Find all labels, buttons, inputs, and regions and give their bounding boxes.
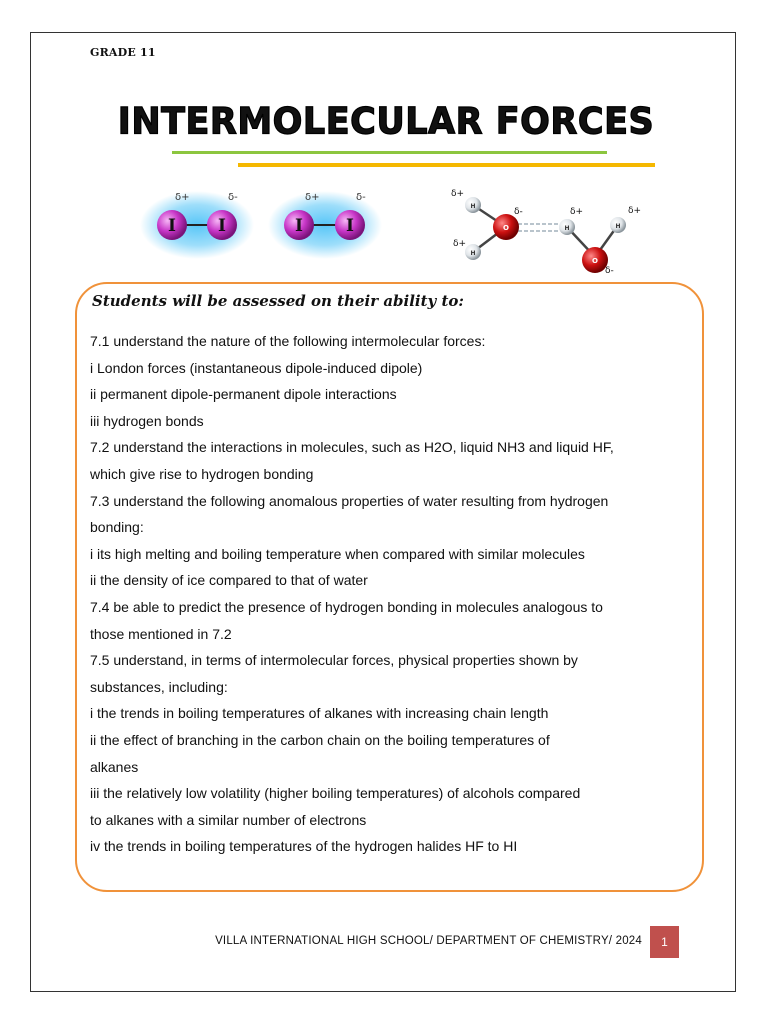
objective-line: 7.1 understand the nature of the following intermolecular forces:: [90, 333, 486, 349]
iodine-atom-label: I: [346, 216, 354, 236]
objective-line: iv the trends in boiling temperatures of the hydrogen halides HF to HI: [90, 838, 518, 855]
iodine-atom-label: I: [218, 216, 226, 236]
objective-line: to alkanes with a similar number of electrons: [90, 811, 367, 828]
iodine-molecule-1: [140, 191, 254, 259]
partial-positive-label: δ+: [175, 192, 190, 203]
oxygen-label: O: [592, 257, 598, 265]
objective-line: 7.2 understand the interactions in molecules, such as H2O, liquid NH3 and liquid HF,: [90, 439, 614, 456]
objective-line: iii the relatively low volatility (higher boiling temperatures) of alcohols compared: [90, 785, 581, 802]
partial-negative-label: δ-: [605, 266, 614, 276]
objective-line: ii the effect of branching in the carbon chain on the boiling temperatures of: [90, 731, 550, 748]
footer-text: VILLA INTERNATIONAL HIGH SCHOOL/ DEPARTMENT OF CHEMISTRY/ 2024: [215, 935, 642, 947]
water-dimer: [451, 189, 641, 276]
objective-line: 7.5 understand, in terms of intermolecular forces, physical properties shown by: [90, 652, 578, 669]
objective-line: those mentioned in 7.2: [90, 625, 232, 642]
title-underline-green: [172, 151, 607, 154]
assessment-objectives: [90, 328, 690, 860]
page-title-text: INTERMOLECULAR FORCES: [117, 101, 655, 143]
grade-label: GRADE 11: [90, 46, 156, 59]
partial-positive-label: δ+: [570, 207, 584, 217]
partial-positive-label: δ+: [453, 239, 467, 249]
title-underline-yellow: [238, 163, 655, 167]
hydrogen-label: H: [564, 225, 570, 232]
partial-positive-label: δ+: [451, 189, 465, 199]
page-number-badge: 1: [650, 926, 679, 958]
page-title: [0, 101, 768, 143]
objective-line: iii hydrogen bonds: [90, 412, 204, 429]
hydrogen-label: H: [470, 203, 476, 210]
partial-negative-label: δ-: [228, 192, 238, 203]
molecules-illustration: [140, 175, 660, 280]
iodine-atom-label: I: [295, 216, 303, 236]
objective-line: 7.4 be able to predict the presence of hydrogen bonding in molecules analogous to: [90, 598, 603, 615]
objective-line: ii the density of ice compared to that of water: [90, 572, 368, 589]
objective-line: substances, including:: [90, 678, 228, 695]
partial-negative-label: δ-: [514, 207, 523, 217]
hydrogen-label: H: [615, 223, 621, 230]
partial-negative-label: δ-: [356, 192, 366, 203]
objective-line: alkanes: [90, 758, 139, 775]
objective-line: bonding:: [90, 519, 144, 536]
objective-line: i the trends in boiling temperatures of alkanes with increasing chain length: [90, 705, 549, 722]
objective-line: ii permanent dipole-permanent dipole interactions: [90, 386, 397, 403]
hydrogen-label: H: [470, 250, 476, 257]
oxygen-label: O: [503, 224, 509, 232]
assessment-heading: Students will be assessed on their ability to:: [92, 292, 464, 310]
objective-line: which give rise to hydrogen bonding: [90, 465, 314, 482]
iodine-atom-label: I: [168, 216, 176, 236]
objective-line: i London forces (instantaneous dipole-induced dipole): [90, 359, 423, 376]
iodine-molecule-2: [268, 191, 382, 259]
partial-positive-label: δ+: [305, 192, 320, 203]
objective-line: 7.3 understand the following anomalous properties of water resulting from hydrogen: [90, 492, 609, 509]
partial-positive-label: δ+: [628, 206, 642, 216]
objective-line: i its high melting and boiling temperature when compared with similar molecules: [90, 545, 585, 562]
